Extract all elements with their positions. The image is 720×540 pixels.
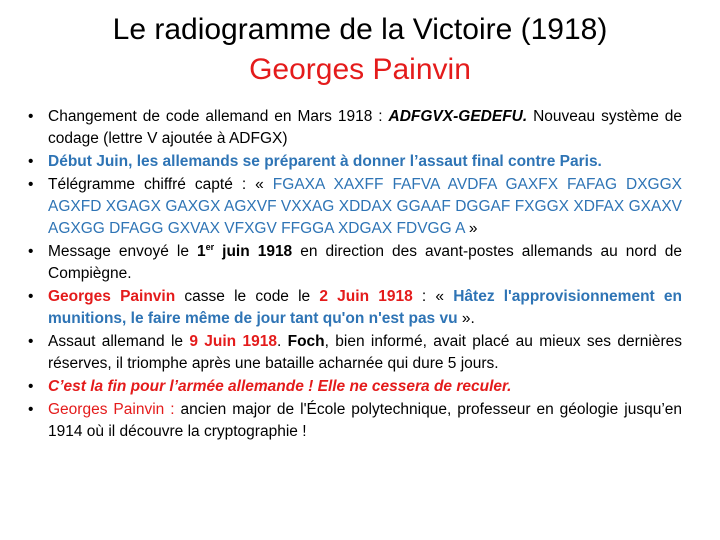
text: » [464, 220, 478, 237]
text: : « [412, 288, 454, 305]
text: ancien major de l'École polytechnique, professeur en géologie jusqu’en 1914 où il découvre la cryptographie ! [48, 401, 682, 440]
bullet-list [22, 106, 682, 444]
text: C’est la fin pour l’armée allemande ! Elle ne cessera de reculer. [48, 378, 512, 395]
text: Assaut allemand le [48, 333, 190, 350]
text: , bien informé, avait placé au mieux ses dernières réserves, il triomphe après une bataille acharnée qui dure 5 jours. [48, 333, 682, 372]
bullet-item-2 [22, 151, 682, 173]
text: ». [457, 310, 475, 327]
date: 2 Juin 1918 [319, 288, 413, 305]
bullet-item-6 [22, 331, 682, 375]
date-ordinal: er [205, 241, 215, 252]
person-name: Georges Painvin : [48, 401, 175, 418]
decoded-message: Hâtez l'approvisionnement en munitions, le faire même de jour tant qu'on n'est pas vu [48, 288, 682, 327]
bullet-dot: • [28, 288, 34, 305]
text: casse le code le [175, 288, 320, 305]
bullet-dot: • [28, 153, 34, 170]
bullet-dot: • [28, 108, 34, 125]
text: Début Juin, les allemands se préparent à donner l’assaut final contre Paris. [48, 153, 602, 170]
person-name: Foch [287, 333, 325, 350]
title-line-1: Le radiogramme de la Victoire (1918) [112, 13, 608, 46]
bullet-item-4 [22, 241, 682, 285]
text: en direction des avant-postes allemands au nord de Compiègne. [48, 243, 683, 282]
code-name: ADFGVX-GEDEFU. [388, 108, 528, 125]
bullet-dot: • [28, 378, 34, 395]
bullet-item-5 [22, 286, 682, 330]
text: Changement de code allemand en Mars 1918 : [48, 108, 389, 125]
date: 9 Juin 1918 [189, 333, 277, 350]
bullet-item-8 [22, 399, 682, 443]
text: Nouveau système de codage (lettre V ajoutée à ADFGX) [48, 108, 682, 147]
bullet-item-1 [22, 106, 682, 150]
person-name: Georges Painvin [48, 288, 176, 305]
bullet-item-7 [22, 376, 682, 398]
cipher-text: FGAXA XAXFF FAFVA AVDFA GAXFX FAFAG DXGGX AGXFD XGAGX GAXGX AGXVF VXXAG XDDAX GGAAF DGGAF FXGGX XDFAX GXAXV AGXGG DFAGG GXVAX VFXGV FFGGA XDGAX FDVGG A [48, 176, 682, 237]
bullet-dot: • [28, 176, 34, 193]
date-rest: juin 1918 [214, 243, 293, 260]
date-day: 1 [196, 243, 206, 260]
bullet-item-3 [22, 174, 682, 240]
bullet-dot: • [28, 333, 34, 350]
slide-title [0, 10, 720, 90]
bullet-dot: • [28, 401, 34, 418]
text: Télégramme chiffré capté : « [48, 176, 273, 193]
text: . [276, 333, 288, 350]
text: Message envoyé le [48, 243, 197, 260]
title-line-2: Georges Painvin [249, 53, 471, 86]
bullet-dot: • [28, 243, 34, 260]
